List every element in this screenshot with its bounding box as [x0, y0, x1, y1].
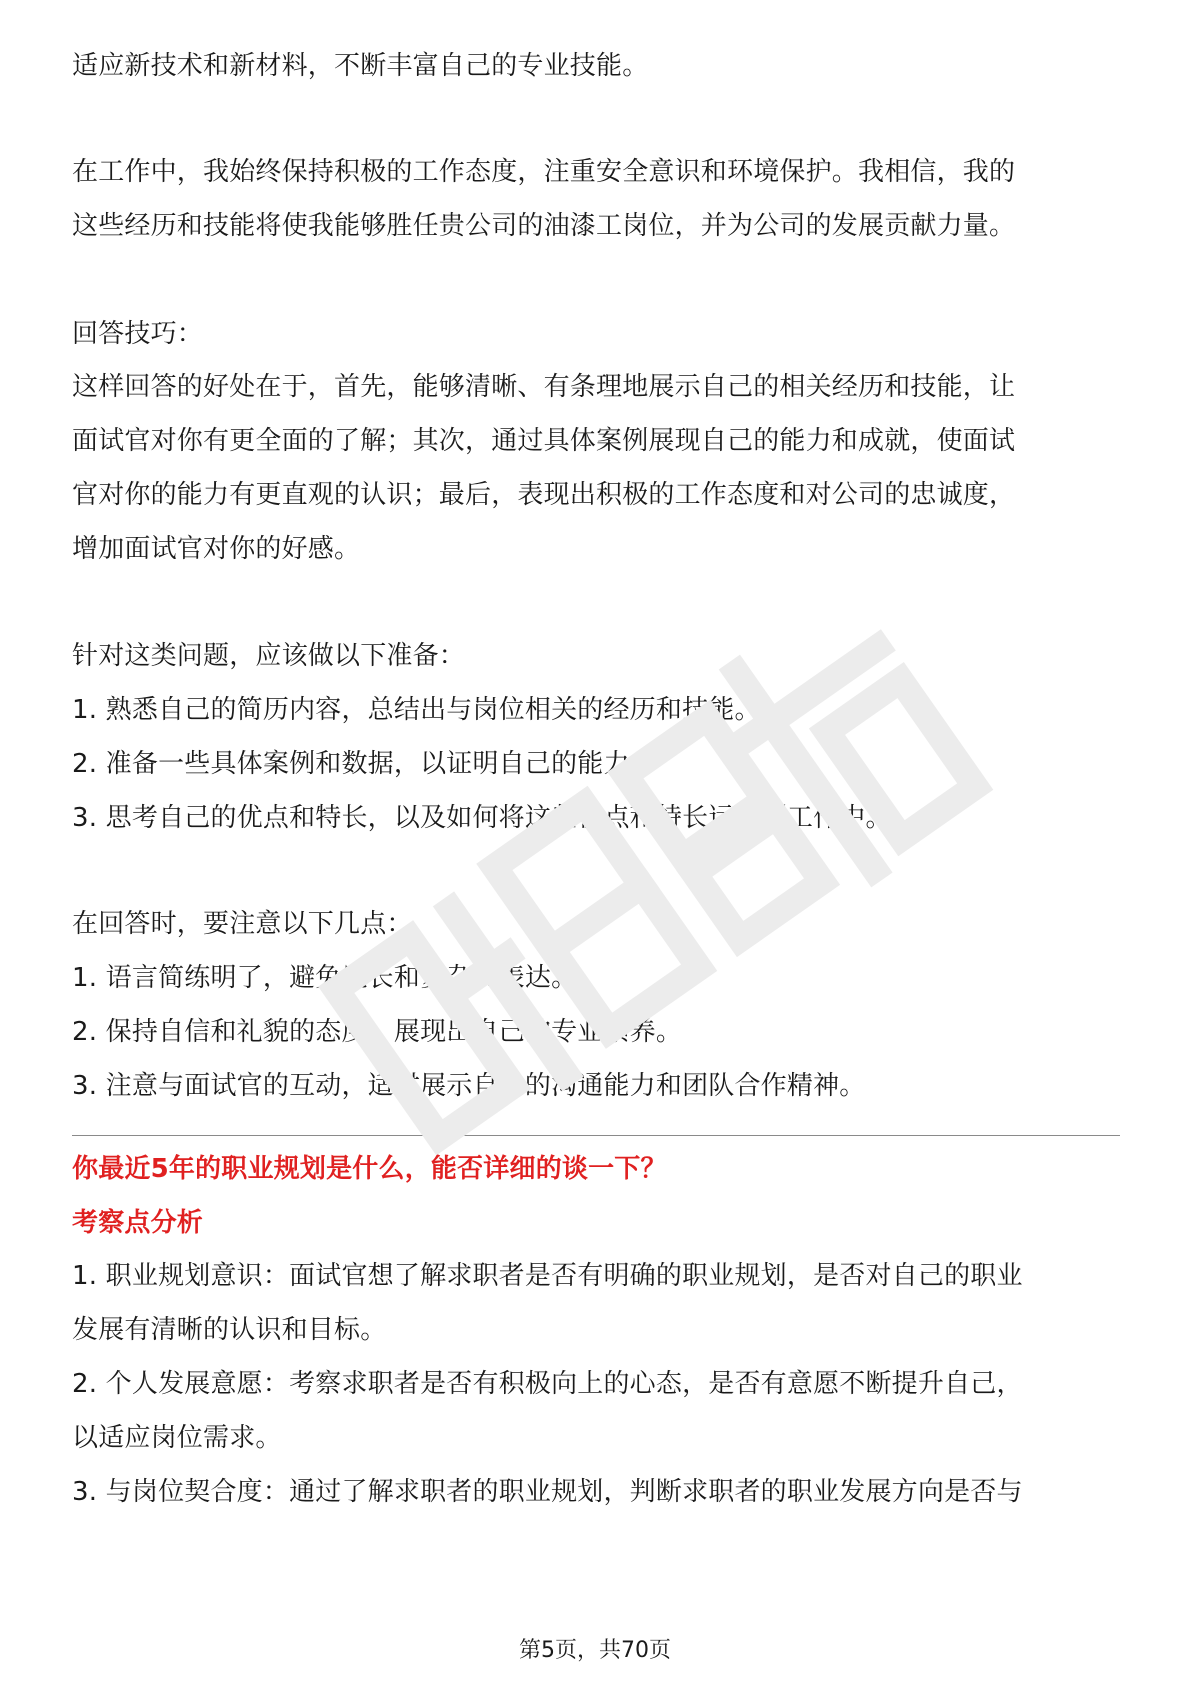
paragraph-line: 适应新技术和新材料，不断丰富自己的专业技能。	[72, 51, 649, 81]
question-title: 你最近5年的职业规划是什么，能否详细的谈一下？	[72, 1154, 667, 1184]
analysis-line: 3. 与岗位契合度：通过了解求职者的职业规划，判断求职者的职业发展方向是否与	[72, 1477, 1023, 1507]
paragraph-line: 这样回答的好处在于，首先，能够清晰、有条理地展示自己的相关经历和技能，让	[72, 372, 1016, 402]
analysis-line: 以适应岗位需求。	[72, 1423, 282, 1453]
section-heading: 回答技巧：	[72, 319, 204, 349]
page-number: 第5页，共70页	[519, 1638, 671, 1663]
section-heading: 在回答时，要注意以下几点：	[72, 909, 413, 939]
section-divider	[72, 1135, 1120, 1136]
analysis-line: 1. 职业规划意识：面试官想了解求职者是否有明确的职业规划，是否对自己的职业	[72, 1261, 1023, 1291]
analysis-heading: 考察点分析	[72, 1208, 204, 1238]
list-item: 3. 思考自己的优点和特长，以及如何将这些优点和特长运用到工作中。	[72, 803, 892, 833]
analysis-line: 发展有清晰的认识和目标。	[72, 1315, 387, 1345]
paragraph-line: 增加面试官对你的好感。	[72, 534, 361, 564]
paragraph-line: 这些经历和技能将使我能够胜任贵公司的油漆工岗位，并为公司的发展贡献力量。	[72, 211, 1016, 241]
list-item: 3. 注意与面试官的互动，适时展示自己的沟通能力和团队合作精神。	[72, 1071, 866, 1101]
paragraph-line: 官对你的能力有更直观的认识；最后，表现出积极的工作态度和对公司的忠诚度，	[72, 480, 1016, 510]
list-item: 2. 保持自信和礼貌的态度，展现出自己的专业素养。	[72, 1017, 683, 1047]
paragraph-line: 在工作中，我始终保持积极的工作态度，注重安全意识和环境保护。我相信，我的	[72, 157, 1016, 187]
paragraph-line: 面试官对你有更全面的了解；其次，通过具体案例展现自己的能力和成就，使面试	[72, 426, 1016, 456]
section-heading: 针对这类问题，应该做以下准备：	[72, 641, 466, 671]
list-item: 2. 准备一些具体案例和数据，以证明自己的能力。	[72, 749, 656, 779]
list-item: 1. 语言简练明了，避免冗长和复杂的表达。	[72, 963, 578, 993]
list-item: 1. 熟悉自己的简历内容，总结出与岗位相关的经历和技能。	[72, 695, 761, 725]
analysis-line: 2. 个人发展意愿：考察求职者是否有积极向上的心态，是否有意愿不断提升自己，	[72, 1369, 1023, 1399]
